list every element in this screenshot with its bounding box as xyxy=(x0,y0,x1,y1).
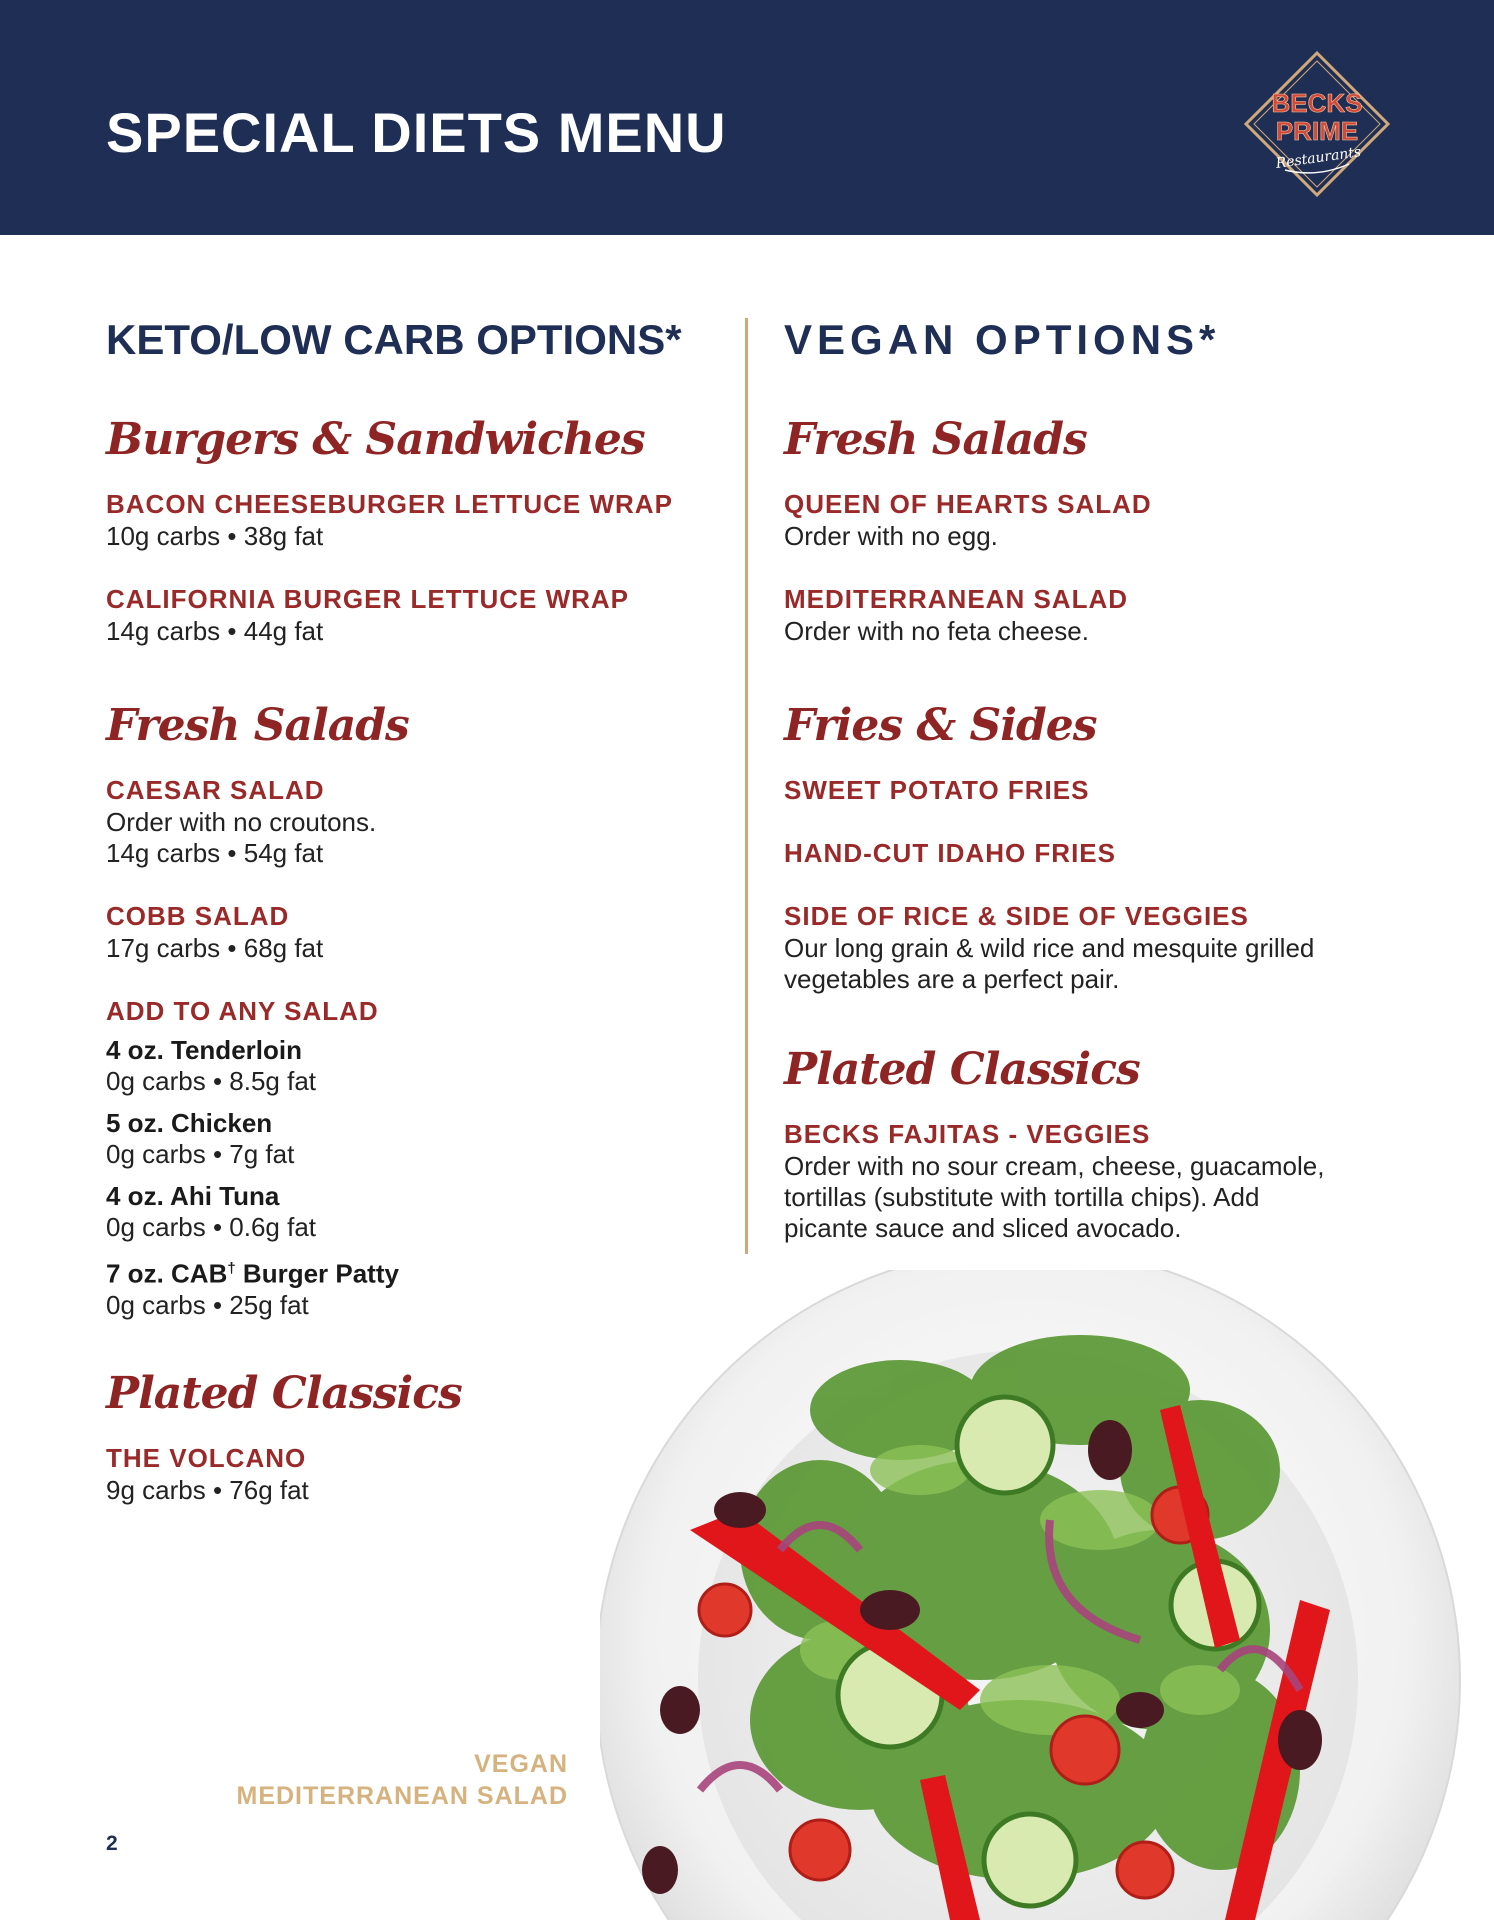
column-divider xyxy=(745,318,748,1254)
photo-caption xyxy=(237,1748,569,1812)
keto-plated-title: Plated Classics xyxy=(106,1367,462,1419)
add-on-nutrition: 0g carbs • 7g fat xyxy=(106,1139,295,1169)
menu-item xyxy=(784,899,1424,995)
logo-line-2: PRIME xyxy=(1275,116,1359,146)
item-note: Order with no egg. xyxy=(784,521,998,551)
item-name: BACON CHEESEBURGER LETTUCE WRAP xyxy=(106,489,673,519)
item-name: CAESAR SALAD xyxy=(106,775,325,805)
add-on-item xyxy=(106,1107,726,1170)
item-desc-line: Our long grain & wild rice and mesquite grilled xyxy=(784,933,1315,963)
item-nutrition: 10g carbs • 38g fat xyxy=(106,521,324,551)
add-on-name: 4 oz. Tenderloin xyxy=(106,1035,302,1065)
add-on-name: 5 oz. Chicken xyxy=(106,1108,273,1138)
add-on-nutrition: 0g carbs • 25g fat xyxy=(106,1289,309,1320)
item-desc-line: Order with no sour cream, cheese, guacamole, xyxy=(784,1151,1325,1181)
page-number: 2 xyxy=(106,1832,118,1855)
add-on-name: 4 oz. Ahi Tuna xyxy=(106,1181,280,1211)
add-to-salad-title: ADD TO ANY SALAD xyxy=(106,996,379,1026)
item-name: MEDITERRANEAN SALAD xyxy=(784,584,1128,614)
caption-line: VEGAN xyxy=(474,1750,568,1778)
vegan-plated-title: Plated Classics xyxy=(784,1044,1140,1095)
add-on-nutrition: 0g carbs • 8.5g fat xyxy=(106,1066,317,1096)
add-on-item xyxy=(106,1180,726,1243)
vegan-heading: VEGAN OPTIONS* xyxy=(784,316,1221,363)
keto-heading: KETO/LOW CARB OPTIONS* xyxy=(106,316,682,363)
vegan-sides-title: Fries & Sides xyxy=(784,700,1097,751)
salad-plate-illustration xyxy=(600,1270,1494,1920)
keto-salads-title: Fresh Salads xyxy=(106,700,409,751)
item-nutrition: 14g carbs • 54g fat xyxy=(106,838,324,868)
item-desc-line: tortillas (substitute with tortilla chips). Add xyxy=(784,1182,1260,1212)
add-on-name-post: Burger Patty xyxy=(235,1258,399,1289)
menu-item xyxy=(106,487,726,552)
menu-item xyxy=(784,1117,1424,1244)
dagger-mark: † xyxy=(227,1260,236,1277)
caption-line: MEDITERRANEAN SALAD xyxy=(236,1782,568,1810)
item-note: Order with no feta cheese. xyxy=(784,616,1089,646)
item-name: THE VOLCANO xyxy=(106,1442,307,1473)
item-nutrition: 17g carbs • 68g fat xyxy=(106,933,324,963)
item-nutrition: 14g carbs • 44g fat xyxy=(106,616,324,646)
menu-item xyxy=(784,582,1424,647)
logo-script: Restaurants xyxy=(1274,144,1363,172)
item-name: QUEEN OF HEARTS SALAD xyxy=(784,489,1152,519)
item-name: HAND-CUT IDAHO FRIES xyxy=(784,838,1116,868)
item-name: CALIFORNIA BURGER LETTUCE WRAP xyxy=(106,584,630,614)
add-on-name-pre: 7 oz. CAB xyxy=(106,1258,228,1289)
menu-item xyxy=(106,773,726,869)
vegan-column xyxy=(784,310,1424,1244)
add-on-item xyxy=(106,1034,726,1097)
page-title: SPECIAL DIETS MENU xyxy=(106,101,727,164)
item-name: BECKS FAJITAS - VEGGIES xyxy=(784,1119,1151,1149)
vegan-salads-title: Fresh Salads xyxy=(784,414,1087,465)
item-desc-line: vegetables are a perfect pair. xyxy=(784,964,1120,994)
item-note: Order with no croutons. xyxy=(106,807,377,837)
keto-burgers-title: Burgers & Sandwiches xyxy=(106,414,645,465)
header-banner xyxy=(0,0,1494,235)
menu-item xyxy=(784,487,1424,552)
menu-item xyxy=(106,899,726,964)
menu-item xyxy=(106,582,726,647)
item-name: SIDE OF RICE & SIDE OF VEGGIES xyxy=(784,901,1249,931)
salad-photo xyxy=(600,1270,1494,1920)
becks-prime-logo xyxy=(1243,50,1391,198)
item-name: SWEET POTATO FRIES xyxy=(784,775,1090,805)
add-on-nutrition: 0g carbs • 0.6g fat xyxy=(106,1212,317,1242)
item-name: COBB SALAD xyxy=(106,901,290,931)
item-desc-line: picante sauce and sliced avocado. xyxy=(784,1213,1182,1243)
item-nutrition: 9g carbs • 76g fat xyxy=(106,1474,309,1505)
logo-line-1: BECKS xyxy=(1271,88,1363,118)
